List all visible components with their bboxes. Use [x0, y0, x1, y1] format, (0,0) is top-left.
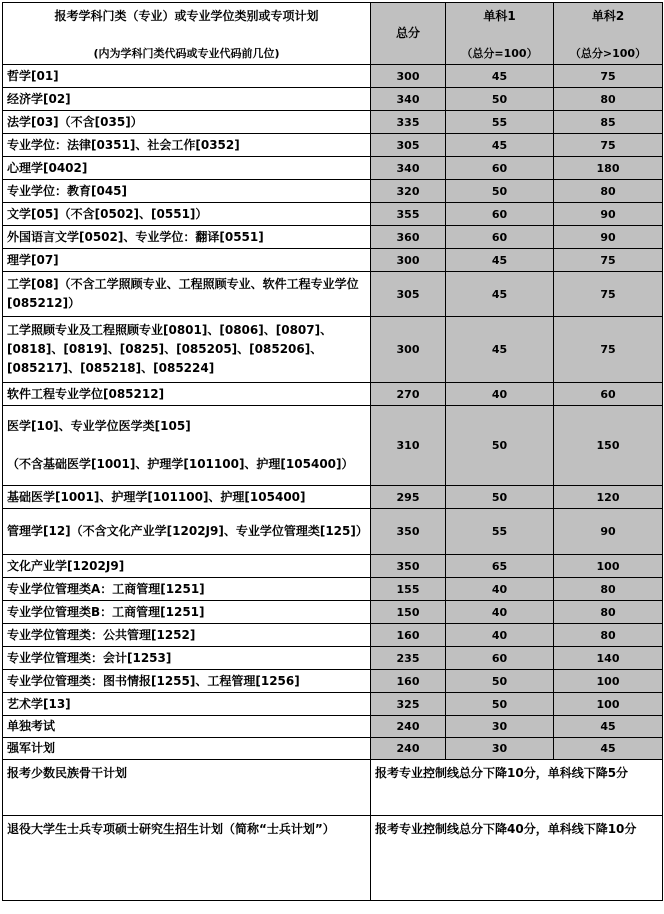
- row-subject1: 55: [446, 509, 554, 555]
- row-name: [3, 406, 371, 486]
- row-subject2: 120: [554, 486, 663, 509]
- row-subject1: 65: [446, 555, 554, 578]
- table-row: [3, 578, 663, 601]
- row-name: 外国语言文学[0502]、专业学位：翻译[0551]: [3, 226, 371, 249]
- row-subject1: 40: [446, 578, 554, 601]
- row-name: 专业学位管理类：公共管理[1252]: [3, 624, 371, 647]
- row-subject2: 75: [554, 317, 663, 383]
- row-name: 法学[03]（不含[035]）: [3, 111, 371, 134]
- special-plan-name: 报考少数民族骨干计划: [3, 760, 371, 816]
- row-total: 160: [371, 670, 446, 693]
- table-row: [3, 647, 663, 670]
- row-total: 270: [371, 383, 446, 406]
- row-subject1: 45: [446, 317, 554, 383]
- row-subject2: 100: [554, 555, 663, 578]
- table-row: [3, 88, 663, 111]
- subject2-header: [554, 3, 663, 65]
- table-row: [3, 716, 663, 738]
- row-name: 专业学位：法律[0351]、社会工作[0352]: [3, 134, 371, 157]
- table-row: [3, 509, 663, 555]
- row-subject1: 45: [446, 134, 554, 157]
- subject1-header: [446, 3, 554, 65]
- row-total: 155: [371, 578, 446, 601]
- row-subject2: 80: [554, 180, 663, 203]
- row-name: 管理学[12]（不含文化产业学[1202J9]、专业学位管理类[125]）: [3, 509, 371, 555]
- row-total: 340: [371, 157, 446, 180]
- header-row: [3, 3, 663, 65]
- row-subject2: 180: [554, 157, 663, 180]
- row-total: 300: [371, 317, 446, 383]
- special-plan-rule: 报考专业控制线总分下降40分，单科线下降10分: [371, 816, 663, 901]
- table-row: [3, 601, 663, 624]
- row-subject2: 140: [554, 647, 663, 670]
- row-subject1: 50: [446, 693, 554, 716]
- row-subject2: 85: [554, 111, 663, 134]
- table-row: [3, 406, 663, 486]
- row-name-exclusion: （不含基础医学[1001]、护理学[101100]、护理[105400]）: [7, 457, 354, 471]
- table-row: [3, 624, 663, 647]
- row-subject1: 40: [446, 624, 554, 647]
- row-name: 专业学位管理类B：工商管理[1251]: [3, 601, 371, 624]
- score-table: [2, 2, 663, 901]
- row-subject1: 55: [446, 111, 554, 134]
- table-row: [3, 383, 663, 406]
- table-row: [3, 670, 663, 693]
- row-total: 160: [371, 624, 446, 647]
- row-name: 基础医学[1001]、护理学[101100]、护理[105400]: [3, 486, 371, 509]
- row-subject1: 60: [446, 203, 554, 226]
- row-total: 300: [371, 65, 446, 88]
- row-subject2: 100: [554, 670, 663, 693]
- row-total: 310: [371, 406, 446, 486]
- table-row: [3, 111, 663, 134]
- row-subject1: 60: [446, 226, 554, 249]
- row-total: 295: [371, 486, 446, 509]
- row-total: 360: [371, 226, 446, 249]
- special-plan-row: [3, 760, 663, 816]
- row-name: 强军计划: [3, 738, 371, 760]
- row-subject1: 45: [446, 272, 554, 317]
- row-subject2: 150: [554, 406, 663, 486]
- row-name: 工学照顾专业及工程照顾专业[0801]、[0806]、[0807]、[0818]、[0819]、[0825]、[085205]、[085206]、[085217]、[085218]、[085224]: [3, 317, 371, 383]
- row-name: 艺术学[13]: [3, 693, 371, 716]
- row-subject1: 45: [446, 65, 554, 88]
- row-subject1: 50: [446, 88, 554, 111]
- table-row: [3, 317, 663, 383]
- row-subject2: 75: [554, 65, 663, 88]
- row-name: 经济学[02]: [3, 88, 371, 111]
- row-name: 单独考试: [3, 716, 371, 738]
- special-plan-name: 退役大学生士兵专项硕士研究生招生计划（简称“士兵计划”）: [3, 816, 371, 901]
- row-subject2: 80: [554, 601, 663, 624]
- row-subject2: 45: [554, 716, 663, 738]
- row-subject1: 50: [446, 670, 554, 693]
- row-name: 心理学[0402]: [3, 157, 371, 180]
- row-subject1: 40: [446, 601, 554, 624]
- table-row: [3, 157, 663, 180]
- row-name: 文化产业学[1202J9]: [3, 555, 371, 578]
- total-header: 总分: [371, 3, 446, 65]
- row-subject1: 30: [446, 716, 554, 738]
- row-total: 240: [371, 738, 446, 760]
- row-name: 专业学位管理类A：工商管理[1251]: [3, 578, 371, 601]
- subject1-label: 单科1: [483, 9, 516, 23]
- row-subject1: 30: [446, 738, 554, 760]
- row-total: 325: [371, 693, 446, 716]
- row-name: 专业学位：教育[045]: [3, 180, 371, 203]
- row-name: 专业学位管理类：会计[1253]: [3, 647, 371, 670]
- row-total: 305: [371, 272, 446, 317]
- row-subject2: 75: [554, 249, 663, 272]
- row-subject2: 90: [554, 509, 663, 555]
- row-name: 理学[07]: [3, 249, 371, 272]
- row-subject1: 50: [446, 406, 554, 486]
- row-total: 335: [371, 111, 446, 134]
- special-plan-row: [3, 816, 663, 901]
- row-name-main: 医学[10]、专业学位医学类[105]: [7, 419, 191, 433]
- row-subject1: 50: [446, 486, 554, 509]
- row-total: 355: [371, 203, 446, 226]
- table-row: [3, 226, 663, 249]
- row-subject2: 100: [554, 693, 663, 716]
- row-subject1: 60: [446, 157, 554, 180]
- row-name: 工学[08]（不含工学照顾专业、工程照顾专业、软件工程专业学位[085212]）: [3, 272, 371, 317]
- row-subject2: 80: [554, 88, 663, 111]
- table-row: [3, 738, 663, 760]
- row-total: 305: [371, 134, 446, 157]
- row-subject2: 90: [554, 203, 663, 226]
- row-subject2: 60: [554, 383, 663, 406]
- table-row: [3, 272, 663, 317]
- row-subject2: 75: [554, 134, 663, 157]
- table-row: [3, 693, 663, 716]
- category-header: [3, 3, 371, 65]
- table-row: [3, 65, 663, 88]
- row-subject1: 40: [446, 383, 554, 406]
- row-name: 专业学位管理类：图书情报[1255]、工程管理[1256]: [3, 670, 371, 693]
- category-note: (内为学科门类代码或专业代码前几位): [93, 47, 280, 60]
- table-row: [3, 203, 663, 226]
- table-row: [3, 249, 663, 272]
- row-name: 哲学[01]: [3, 65, 371, 88]
- row-total: 340: [371, 88, 446, 111]
- row-total: 350: [371, 509, 446, 555]
- row-total: 320: [371, 180, 446, 203]
- subject2-label: 单科2: [591, 9, 625, 23]
- row-total: 235: [371, 647, 446, 670]
- table-row: [3, 486, 663, 509]
- row-total: 150: [371, 601, 446, 624]
- table-row: [3, 180, 663, 203]
- row-name: 文学[05]（不含[0502]、[0551]）: [3, 203, 371, 226]
- row-total: 350: [371, 555, 446, 578]
- row-subject2: 45: [554, 738, 663, 760]
- row-subject2: 75: [554, 272, 663, 317]
- row-total: 300: [371, 249, 446, 272]
- subject1-condition: （总分=100）: [461, 47, 538, 60]
- row-total: 240: [371, 716, 446, 738]
- subject2-condition: （总分>100）: [569, 47, 647, 60]
- row-subject2: 80: [554, 624, 663, 647]
- row-subject1: 45: [446, 249, 554, 272]
- row-subject2: 80: [554, 578, 663, 601]
- row-subject1: 50: [446, 180, 554, 203]
- category-title: 报考学科门类（专业）或专业学位类别或专项计划: [54, 9, 319, 23]
- row-name: 软件工程专业学位[085212]: [3, 383, 371, 406]
- row-subject2: 90: [554, 226, 663, 249]
- table-row: [3, 134, 663, 157]
- special-plan-rule: 报考专业控制线总分下降10分，单科线下降5分: [371, 760, 663, 816]
- row-subject1: 60: [446, 647, 554, 670]
- table-row: [3, 555, 663, 578]
